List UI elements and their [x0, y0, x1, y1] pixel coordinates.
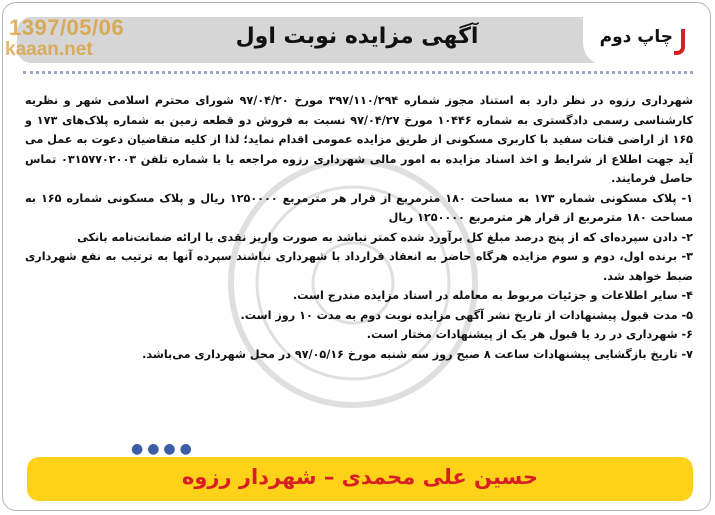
watermark-site: kaaan.net	[5, 39, 93, 60]
notice-body	[25, 91, 693, 364]
print-badge-label: چاپ دوم	[599, 27, 673, 47]
notice-title: آگهی مزایده نوبت اول	[235, 24, 479, 49]
notice-item: ۱- پلاک مسکونی شماره ۱۷۳ به مساحت ۱۸۰ مترمربع از قرار هر مترمربع ۱۲۵۰۰۰۰ ریال و پلاک مسکونی شماره ۱۶۵ به مساحت ۱۸۰ مترمربع از قرار هر مترمربع ۱۲۵۰۰۰۰ ریال	[25, 191, 693, 224]
top-dotted-divider	[23, 71, 693, 78]
print-badge	[583, 15, 693, 65]
notice-frame	[2, 2, 711, 511]
notice-item: ۵- مدت قبول پیشنهادات از تاریخ نشر آگهی مزایده نوبت دوم به مدت ۱۰ روز است.	[240, 308, 693, 322]
footer-bar	[27, 457, 693, 501]
notice-item: ۴- سایر اطلاعات و جزئیات مربوط به معامله در اسناد مزایده مندرج است.	[292, 289, 693, 302]
notice-intro: شهرداری رزوه در نظر دارد به استناد مجوز شماره ۳۹۷/۱۱۰/۲۹۴ مورخ ۹۷/۰۴/۲۰ شورای محترم اسلامی شهر و نظریه کارشناسی رسمی دادگستری به شماره ۱۰۴۴۶ مورخ ۹۷/۰۴/۲۷ نسبت به فروش دو قطعه زمین به شماره پلاک‌های ۱۷۳ و ۱۶۵ از اراضی قنات سفید با کاربری مسکونی از طریق مزایده عمومی اقدام نماید؛ لذا از کلیه متقاضیان دعوت به عمل می آید جهت اطلاع از شرایط و اخذ اسناد مزایده به امور مالی شهرداری رزوه مراجعه یا با شماره تلفن ۰۳۱۵۷۷۰۲۰۰۳ تماس حاصل فرمایند.	[25, 94, 693, 185]
notice-item: ۲- دادن سپرده‌ای که از پنج درصد مبلغ کل برآورد شده کمتر نباشد به صورت واریز نقدی یا ارائه ضمانت‌نامه بانکی	[77, 230, 693, 244]
bottom-dots-decoration: ●●●●	[131, 441, 196, 457]
mayor-signature: حسین علی محمدی – شهردار رزوه	[181, 465, 539, 489]
badge-bracket-icon	[674, 29, 685, 55]
watermark-date: 1397/05/06	[9, 15, 125, 40]
notice-item: ۷- تاریخ بازگشایی پیشنهادات ساعت ۸ صبح روز سه شنبه مورخ ۹۷/۰۵/۱۶ در محل شهرداری می‌باشد.	[142, 347, 693, 361]
notice-item: ۳- برنده اول، دوم و سوم مزایده هرگاه حاضر به انعقاد قرارداد با شهرداری نباشند سپرده آنها به ترتیب به نفع شهرداری ضبط خواهد شد.	[25, 250, 693, 283]
notice-item: ۶- شهرداری در رد یا قبول هر یک از پیشنهادات مختار است.	[366, 328, 693, 341]
